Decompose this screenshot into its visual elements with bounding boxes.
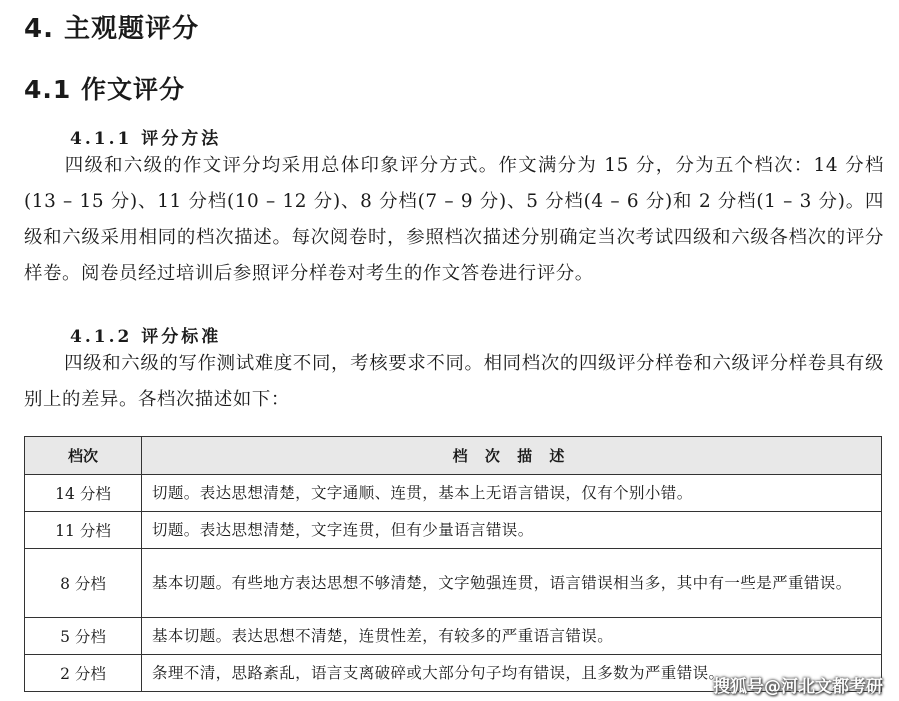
level-cell: 5 分档 <box>25 618 142 655</box>
subsection-title-scoring-method: 4.1.1 评分方法 <box>70 129 222 149</box>
table-row <box>25 549 882 618</box>
section-heading: 4.1 作文评分 <box>24 75 185 104</box>
table-row <box>25 475 882 512</box>
description-cell: 切题。表达思想清楚，文字连贯，但有少量语言错误。 <box>142 512 882 549</box>
scoring-method-paragraph: 四级和六级的作文评分均采用总体印象评分方式。作文满分为 15 分，分为五个档次：14 分档(13 – 15 分)、11 分档(10 – 12 分)、8 分档(7 – 9 分)、5 分档(4 – 6 分)和 2 分档(1 – 3 分)。四级和六级采用相同的档次描述。每次阅卷时，参照档次描述分别确定当次考试四级和六级各档次的评分样卷。阅卷员经过培训后参照评分样卷对考生的作文答卷进行评分。 <box>24 155 884 284</box>
page-heading: 4. 主观题评分 <box>24 14 200 44</box>
level-cell: 2 分档 <box>25 655 142 692</box>
scoring-criteria-paragraph: 四级和六级的写作测试难度不同，考核要求不同。相同档次的四级评分样卷和六级评分样卷具有级别上的差异。各档次描述如下： <box>24 353 884 410</box>
header-description: 档 次 描 述 <box>142 437 882 475</box>
description-cell: 基本切题。有些地方表达思想不够清楚，文字勉强连贯，语言错误相当多，其中有一些是严重错误。 <box>142 549 882 618</box>
description-cell: 切题。表达思想清楚，文字通顺、连贯，基本上无语言错误，仅有个别小错。 <box>142 475 882 512</box>
description-cell: 基本切题。表达思想不清楚，连贯性差，有较多的严重语言错误。 <box>142 618 882 655</box>
level-cell: 11 分档 <box>25 512 142 549</box>
level-cell: 14 分档 <box>25 475 142 512</box>
watermark: 搜狐号@河北文都考研 <box>713 677 883 697</box>
header-level: 档次 <box>25 437 142 475</box>
table-header-row <box>25 437 882 475</box>
description-cell: 条理不清，思路紊乱，语言支离破碎或大部分句子均有错误，且多数为严重错误。 <box>142 655 882 692</box>
grade-description-table <box>24 436 882 692</box>
subsection-title-scoring-criteria: 4.1.2 评分标准 <box>70 327 222 347</box>
table-row <box>25 618 882 655</box>
level-cell: 8 分档 <box>25 549 142 618</box>
table-row <box>25 512 882 549</box>
